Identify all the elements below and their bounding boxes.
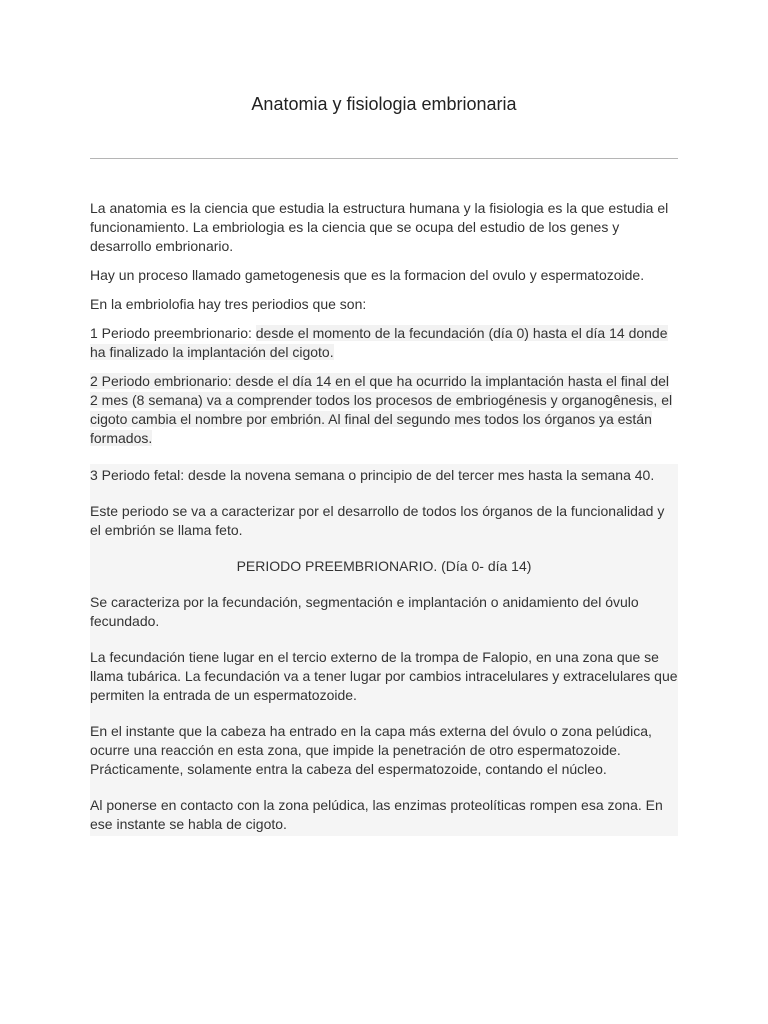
- paragraph-period-1: [90, 324, 678, 362]
- paragraph-fetal-description: Este periodo se va a caracterizar por el desarrollo de todos los órganos de la funcionalidad y el embrión se llama feto.: [90, 503, 665, 538]
- paragraph-period-2: [90, 372, 678, 448]
- paragraph-characterization: Se caracteriza por la fecundación, segmentación e implantación o anidamiento del óvulo fecundado.: [90, 594, 639, 629]
- paragraph-enzymes: Al ponerse en contacto con la zona pelúdica, las enzimas proteolíticas rompen esa zona. En ese instante se habla de cigoto.: [90, 797, 663, 832]
- section-heading-preembrionario: PERIODO PREEMBRIONARIO. (Día 0- día 14): [236, 558, 532, 574]
- paragraph-period-3: 3 Periodo fetal: desde la novena semana o principio de del tercer mes hasta la semana 40.: [90, 467, 655, 483]
- paragraph-intro: La anatomia es la ciencia que estudia la estructura humana y la fisiologia es la que estudia el funcionamiento. La embriologia es la ciencia que se ocupa del estudio de los genes y desarrollo embrionario.: [90, 200, 669, 254]
- document-body: [90, 199, 678, 836]
- period-1-text: desde el momento de la fecundación (día 0) hasta el día 14 donde ha finalizado la implantación del cigoto.: [90, 325, 668, 360]
- paragraph-fecundation-location: La fecundación tiene lugar en el tercio externo de la trompa de Falopio, en una zona que se llama tubárica. La fecundación va a tener lugar por cambios intracelulares y extracelulares que permiten la entrada de un espermatozoide.: [90, 649, 678, 703]
- document-title: Anatomia y fisiologia embrionaria: [251, 94, 517, 114]
- paragraph-head-entry: En el instante que la cabeza ha entrado en la capa más externa del óvulo o zona pelúdica, ocurre una reacción en esta zona, que impide la penetración de otro espermatozoide. Prácticamente, solamente entra la cabeza del espermatozoide, contando el núcleo.: [90, 723, 652, 777]
- paragraph-gametogenesis: Hay un proceso llamado gametogenesis que es la formacion del ovulo y espermatozoide.: [90, 267, 645, 283]
- highlighted-section: [90, 464, 678, 836]
- period-2-text: 2 Periodo embrionario: desde el día 14 en el que ha ocurrido la implantación hasta el final del 2 mes (8 semana) va a comprender todos los procesos de embriogénesis y organogênesis, el cigoto cambia el nombre por embrión. Al final del segundo mes todos los órganos ya están formados.: [90, 373, 673, 446]
- period-1-label: 1 Periodo preembrionario:: [90, 325, 256, 341]
- title-divider: [90, 158, 678, 159]
- paragraph-periods-intro: En la embriolofia hay tres periodios que son:: [90, 296, 367, 312]
